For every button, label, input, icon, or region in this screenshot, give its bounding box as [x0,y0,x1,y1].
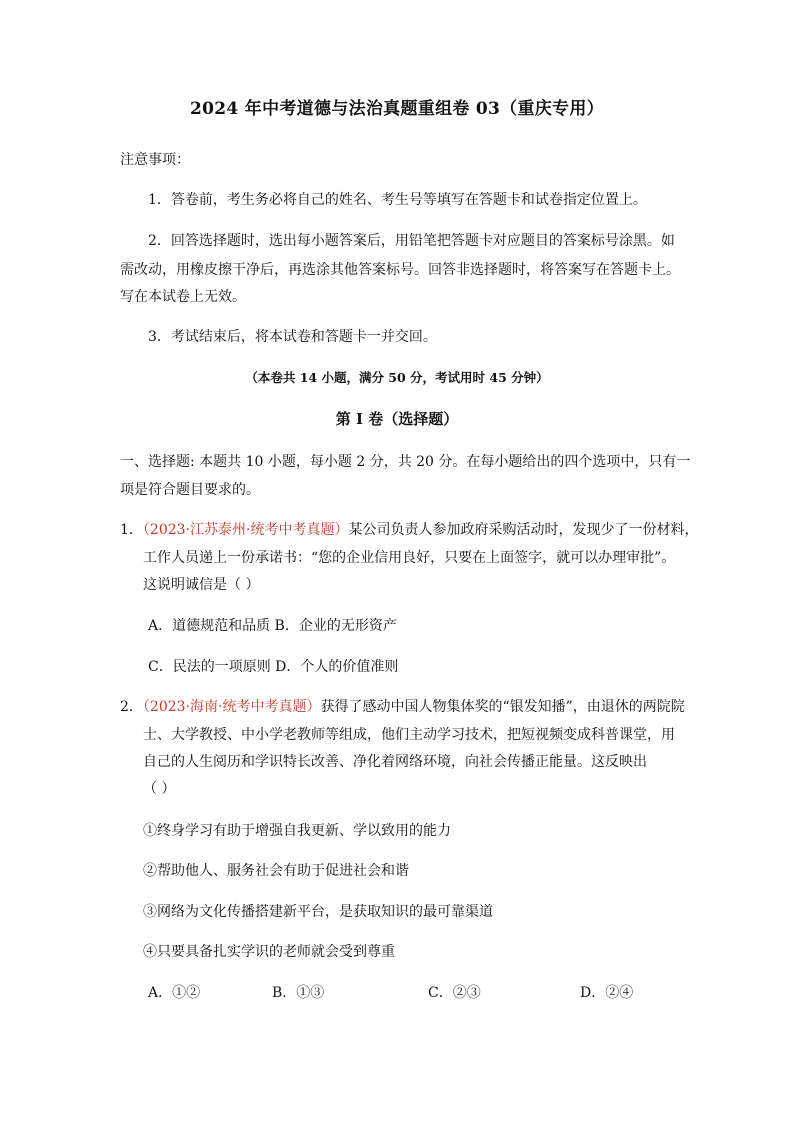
question-2-statement-4: ④只要具备扎实学识的老师就会受到尊重 [143,944,395,960]
question-2-text-2: 士、大学教授、中小学老教师等组成，他们主动学习技术，把短视频变成科普课堂，用 [143,727,675,743]
question-2-statement-3: ③网络为文化传播搭建新平台，是获取知识的最可靠渠道 [143,904,493,920]
page-title: 2024 年中考道德与法治真题重组卷 03（重庆专用） [190,99,604,119]
question-1-options-row-2: C．民法的一项原则 D．个人的价值准则 [148,659,399,675]
question-2-option-d: D．②④ [580,985,634,1001]
question-2-option-a: A．①② [148,985,201,1001]
question-1-options-row-1: A．道德规范和品质 B．企业的无形资产 [148,618,397,634]
question-2-source: （2023·海南·统考中考真题） [142,699,321,715]
question-1-text-3: 这说明诚信是（ ） [143,577,260,593]
question-1-text-2: 工作人员递上一份承诺书：“您的企业信用良好，只要在上面签字，就可以办理审批”。 [143,550,676,566]
exam-info: （本卷共 14 小题，满分 50 分，考试用时 45 分钟） [245,370,549,385]
question-2-statement-1: ①终身学习有助于增强自我更新、学以致用的能力 [143,823,451,839]
notice-item-1: 1．答卷前，考生务必将自己的姓名、考生号等填写在答题卡和试卷指定位置上。 [148,192,647,208]
question-1-stem [120,520,698,540]
section-title: 第 I 卷（选择题） [335,410,459,428]
question-2-option-c: C．②③ [428,985,481,1001]
question-2-text-3: 自己的人生阅历和学识特长改善、净化着网络环境，向社会传播正能量。这反映出 [143,754,647,770]
question-2-number: 2． [120,699,143,715]
notice-heading: 注意事项： [120,152,190,168]
question-1-source: （2023·江苏泰州·统考中考真题） [142,522,349,538]
question-2-text-4: （ ） [143,781,176,797]
section-instructions-1: 一、选择题: 本题共 10 小题，每小题 2 分，共 20 分。在每小题给出的四个选项中，只有一 [120,454,691,470]
question-2-text: 获得了感动中国人物集体奖的“银发知播”，由退休的两院院 [320,699,685,715]
notice-item-3: 3．考试结束后，将本试卷和答题卡一并交回。 [148,329,437,345]
question-2-stem [120,697,685,717]
question-2-statement-2: ②帮助他人、服务社会有助于促进社会和谐 [143,863,409,879]
question-1-text: 某公司负责人参加政府采购活动时，发现少了一份材料， [348,522,699,538]
question-1-number: 1． [120,522,143,538]
notice-item-2-cont2: 写在本试卷上无效。 [120,289,246,305]
section-instructions-2: 项是符合题目要求的。 [120,482,260,498]
question-2-option-b: B．①③ [272,985,325,1001]
notice-item-2-cont: 需改动，用橡皮擦干净后，再选涂其他答案标号。回答非选择题时，将答案写在答题卡上。 [120,262,680,278]
notice-item-2: 2．回答选择题时，选出每小题答案后，用铅笔把答题卡对应题目的答案标号涂黑。如 [148,233,675,249]
